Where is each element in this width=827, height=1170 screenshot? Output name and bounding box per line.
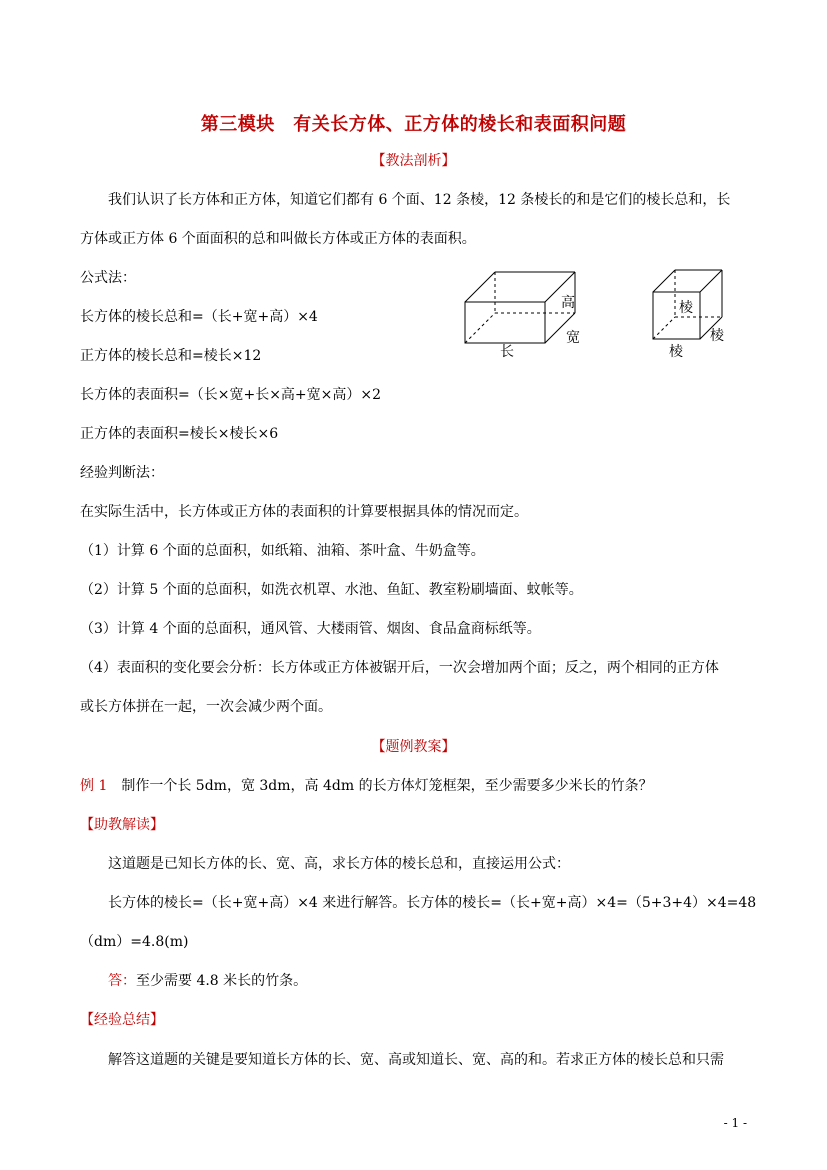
section-heading-help: 【助教解读】 [80, 817, 164, 833]
help-line3: （dm）=4.8(m) [80, 934, 189, 950]
example-1-text: 制作一个长 5dm，宽 3dm，高 4dm 的长方体灯笼框架，至少需要多少米长的竹条？ [107, 778, 653, 794]
cube-label-right: 棱 [710, 328, 724, 344]
intro-paragraph-line1: 我们认识了长方体和正方体，知道它们都有 6 个面、12 条棱，12 条棱长的和是它们的棱长总和，长 [108, 192, 731, 208]
cuboid-figure [455, 262, 595, 362]
cube-label-bottom: 棱 [669, 344, 683, 360]
formula-cube-surface-area: 正方体的表面积=棱长×棱长×6 [80, 426, 279, 442]
case-item-1: （1）计算 6 个面的总面积，如纸箱、油箱、茶叶盒、牛奶盒等。 [80, 543, 485, 559]
cube-label-front: 棱 [679, 300, 693, 316]
cuboid-front-face [465, 302, 545, 343]
cube-figure [645, 262, 740, 362]
experience-heading: 经验判断法： [80, 465, 164, 481]
case-item-4-line1: （4）表面积的变化要会分析：长方体或正方体被锯开后，一次会增加两个面；反之，两个相同的正方体 [80, 660, 719, 676]
formula-cuboid-edge-sum: 长方体的棱长总和=（长+宽+高）×4 [80, 309, 318, 325]
example-1 [80, 776, 653, 796]
case-item-4-line2: 或长方体拼在一起，一次会减少两个面。 [80, 699, 332, 715]
cuboid-label-width: 宽 [566, 330, 580, 346]
help-line2: 长方体的棱长=（长+宽+高）×4 来进行解答。长方体的棱长=（长+宽+高）×4=（5+3+4）×4=48 [108, 895, 757, 911]
section-heading-examples: 【题例教案】 [371, 739, 456, 755]
page-number: - 1 - [723, 1116, 747, 1130]
answer-text: 至少需要 4.8 米长的竹条。 [136, 973, 308, 989]
section-heading-analysis: 【教法剖析】 [371, 153, 456, 169]
cuboid-label-height: 高 [561, 295, 575, 311]
help-line1: 这道题是已知长方体的长、宽、高，求长方体的棱长总和，直接运用公式： [108, 856, 570, 872]
case-item-3: （3）计算 4 个面的总面积，通风管、大楼雨管、烟囱、食品盒商标纸等。 [80, 621, 541, 637]
summary-line1: 解答这道题的关键是要知道长方体的长、宽、高或知道长、宽、高的和。若求正方体的棱长总和只需 [108, 1052, 724, 1068]
case-item-2: （2）计算 5 个面的总面积，如洗衣机罩、水池、鱼缸、教室粉刷墙面、蚊帐等。 [80, 582, 583, 598]
intro-paragraph-line2: 方体或正方体 6 个面面积的总和叫做长方体或正方体的表面积。 [80, 231, 476, 247]
page-title: 第三模块 有关长方体、正方体的棱长和表面积问题 [200, 114, 627, 135]
practical-note: 在实际生活中，长方体或正方体的表面积的计算要根据具体的情况而定。 [80, 504, 528, 520]
answer [108, 971, 307, 991]
formula-heading: 公式法： [80, 270, 136, 286]
answer-label: 答： [108, 973, 136, 989]
formula-cuboid-surface-area: 长方体的表面积=（长×宽+长×高+宽×高）×2 [80, 387, 382, 403]
section-heading-summary: 【经验总结】 [80, 1012, 164, 1028]
formula-cube-edge-sum: 正方体的棱长总和=棱长×12 [80, 348, 262, 364]
example-1-label: 例 1 [80, 778, 108, 794]
cuboid-label-length: 长 [500, 344, 514, 360]
